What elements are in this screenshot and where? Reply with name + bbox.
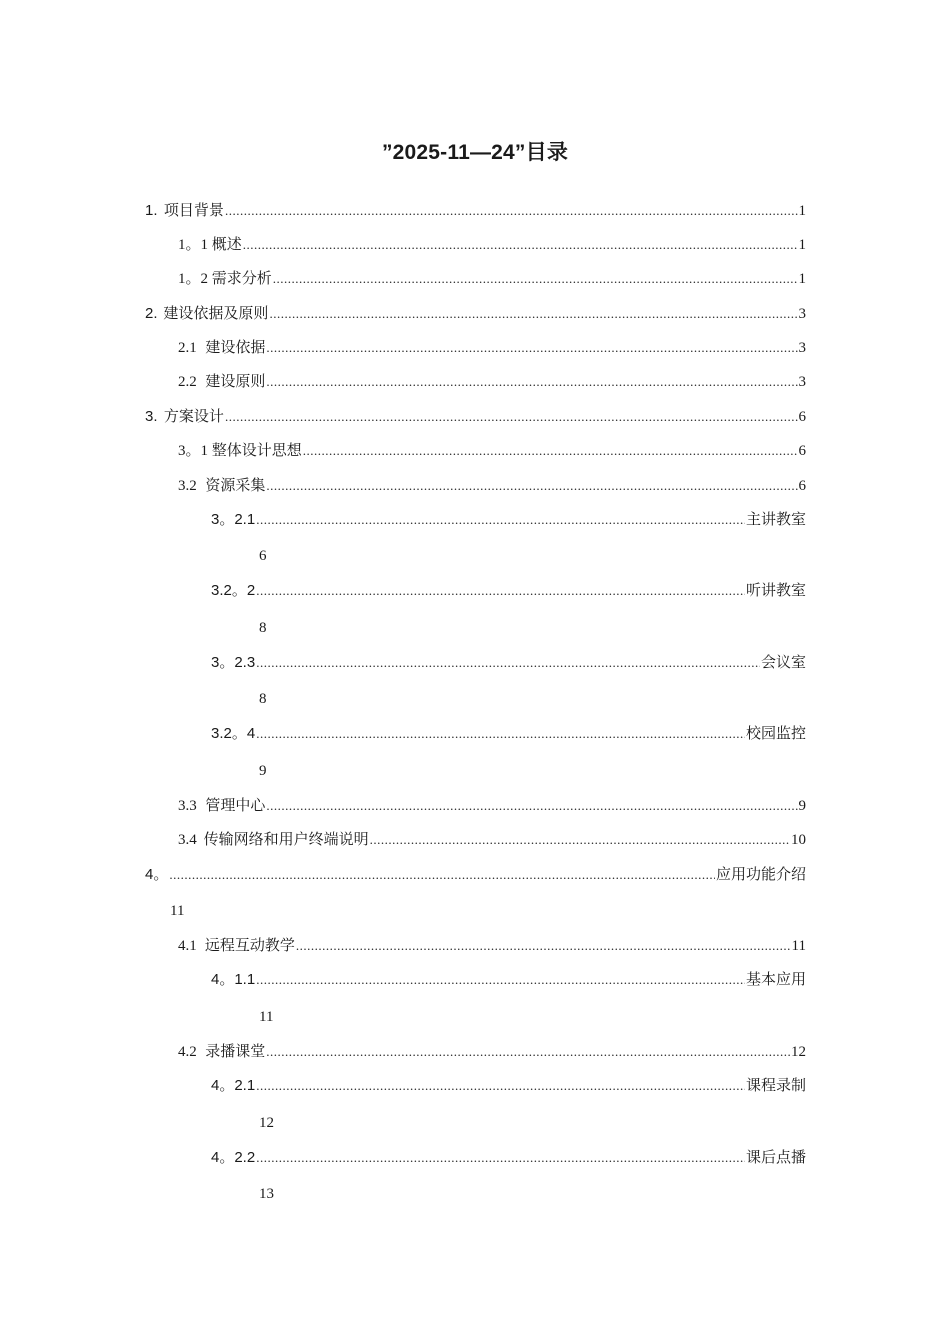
toc-title: 建设依据及原则 [163, 306, 269, 322]
toc-entry[interactable] [178, 473, 806, 495]
toc-page-number: 11 [259, 1009, 274, 1025]
toc-number: 1。 [178, 237, 201, 253]
toc-page-number: 12 [259, 1115, 274, 1131]
toc-leader-dots [256, 654, 760, 672]
toc-title: 课程录制 [745, 1078, 806, 1094]
toc-leader-dots [256, 511, 745, 529]
document-title: ”2025-11—24”目录 [381, 141, 569, 164]
toc-leader-dots [370, 831, 790, 849]
toc-entry[interactable] [211, 721, 806, 743]
toc-entry[interactable] [211, 650, 806, 672]
toc-entry[interactable] [211, 578, 806, 600]
toc-page-number: 11 [791, 938, 806, 954]
toc-number: 1。 [178, 271, 201, 287]
toc-leader-dots [269, 305, 797, 323]
toc-leader-dots [266, 797, 797, 815]
toc-number: 4。 [145, 866, 169, 883]
toc-title: 方案设计 [163, 409, 224, 425]
toc-entry[interactable] [178, 266, 806, 288]
toc-number: 3.3 [178, 798, 197, 814]
toc-page-number: 10 [791, 832, 806, 848]
toc-number: 4。2.2 [211, 1149, 256, 1166]
toc-number: 3.2。2 [211, 582, 256, 599]
toc-leader-dots [266, 1043, 790, 1061]
toc-leader-dots [296, 937, 791, 955]
toc-leader-dots [266, 477, 797, 495]
toc-title: 录播课堂 [205, 1044, 266, 1060]
toc-number: 4。2.1 [211, 1077, 256, 1094]
toc-leader-dots [256, 725, 745, 743]
toc-entry[interactable] [145, 404, 806, 426]
toc-page-number: 6 [798, 478, 806, 494]
toc-number: 3.2。4 [211, 725, 256, 742]
toc-page-number: 8 [259, 620, 267, 636]
toc-title: 1 概述 [200, 237, 242, 253]
toc-page-number: 3 [798, 374, 806, 390]
toc-page-number: 1 [798, 271, 806, 287]
toc-page-number: 3 [798, 306, 806, 322]
toc-title: 应用功能介绍 [715, 867, 806, 883]
toc-leader-dots [273, 270, 798, 288]
toc-number: 2.2 [178, 374, 197, 390]
toc-page-number: 8 [259, 691, 267, 707]
toc-leader-dots [225, 202, 798, 220]
toc-page-number: 6 [798, 409, 806, 425]
toc-title: 资源采集 [205, 478, 266, 494]
toc-title: 校园监控 [745, 726, 806, 742]
toc-entry[interactable] [211, 1145, 806, 1167]
toc-entry[interactable] [178, 793, 806, 815]
toc-title: 建设依据 [205, 340, 266, 356]
toc-leader-dots [303, 442, 798, 460]
toc-leader-dots [169, 866, 715, 884]
toc-leader-dots [256, 1149, 745, 1167]
toc-number: 4.2 [178, 1044, 197, 1060]
toc-entry[interactable] [178, 369, 806, 391]
toc-entry[interactable] [178, 335, 806, 357]
toc-page-number: 6 [259, 548, 267, 564]
toc-page-number: 11 [170, 903, 185, 919]
toc-leader-dots [225, 408, 798, 426]
toc-leader-dots [256, 1077, 745, 1095]
toc-entry[interactable] [178, 827, 806, 849]
toc-number: 4。1.1 [211, 971, 256, 988]
toc-leader-dots [243, 236, 798, 254]
toc-entry[interactable] [178, 438, 806, 460]
toc-entry[interactable] [178, 232, 806, 254]
toc-leader-dots [266, 339, 797, 357]
toc-title: 2 需求分析 [200, 271, 272, 287]
toc-title: 传输网络和用户终端说明 [203, 832, 369, 848]
toc-entry[interactable] [178, 1039, 806, 1061]
toc-entry[interactable] [145, 198, 806, 220]
toc-page-number: 3 [798, 340, 806, 356]
toc-entry[interactable] [178, 933, 806, 955]
toc-page-number: 1 [798, 203, 806, 219]
toc-entry[interactable] [211, 1073, 806, 1095]
toc-entry[interactable] [145, 301, 806, 323]
toc-number: 3。2.1 [211, 511, 256, 528]
toc-title: 课后点播 [745, 1150, 806, 1166]
toc-entry[interactable] [211, 507, 806, 529]
toc-title: 听讲教室 [745, 583, 806, 599]
toc-leader-dots [256, 582, 745, 600]
toc-page-number: 9 [259, 763, 267, 779]
toc-page-number: 12 [791, 1044, 806, 1060]
toc-number: 2.1 [178, 340, 197, 356]
toc-number: 3.4 [178, 832, 197, 848]
toc-number: 4.1 [178, 938, 197, 954]
toc-title: 远程互动教学 [204, 938, 295, 954]
toc-number: 2. [145, 305, 158, 322]
toc-entry[interactable] [145, 862, 806, 884]
toc-number: 3.2 [178, 478, 197, 494]
toc-number: 1. [145, 202, 158, 219]
toc-title: 建设原则 [205, 374, 266, 390]
toc-title: 基本应用 [745, 972, 806, 988]
toc-page-number: 13 [259, 1186, 274, 1202]
toc-entry[interactable] [211, 967, 806, 989]
toc-leader-dots [266, 373, 797, 391]
toc-title: 管理中心 [205, 798, 266, 814]
toc-number: 3。2.3 [211, 654, 256, 671]
toc-title: 会议室 [760, 655, 806, 671]
toc-title: 项目背景 [163, 203, 224, 219]
toc-number: 3。 [178, 443, 201, 459]
toc-title: 主讲教室 [745, 512, 806, 528]
toc-leader-dots [256, 971, 745, 989]
toc-number: 3. [145, 408, 158, 425]
toc-title: 1 整体设计思想 [200, 443, 302, 459]
toc-page-number: 6 [798, 443, 806, 459]
toc-page-number: 9 [798, 798, 806, 814]
toc-page-number: 1 [798, 237, 806, 253]
